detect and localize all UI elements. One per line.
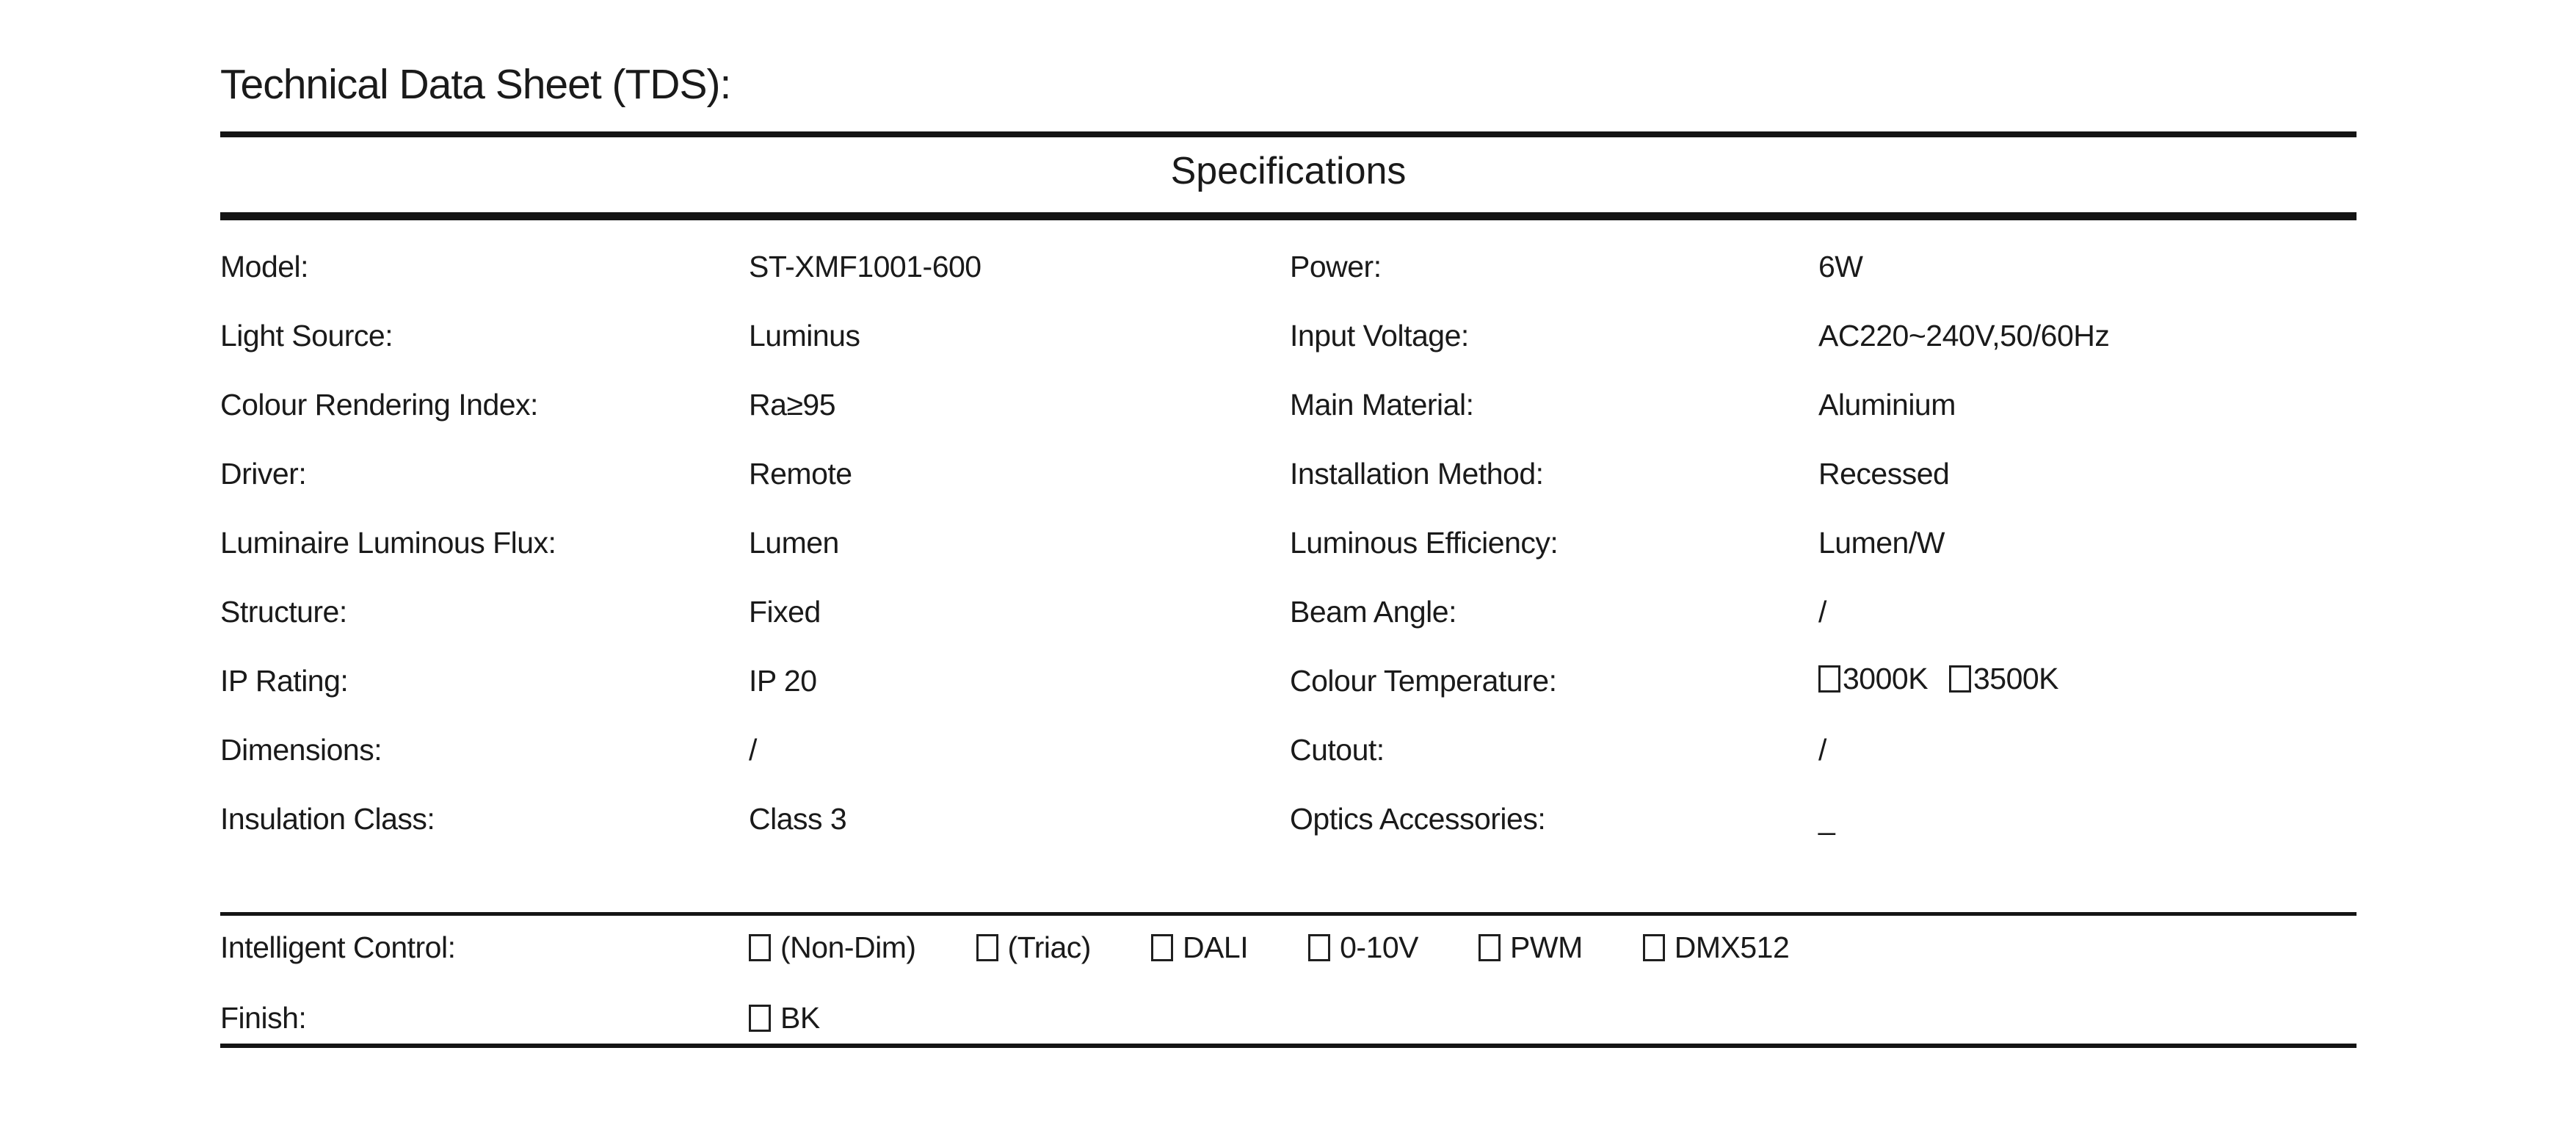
- checkbox-label: (Non-Dim): [780, 930, 916, 964]
- spec-value: IP 20: [749, 663, 817, 698]
- spec-label: Light Source:: [220, 318, 393, 352]
- spec-label: Main Material:: [1290, 387, 1474, 422]
- checkbox-3000k[interactable]: [1818, 665, 1840, 693]
- control-option-0-10v: [1308, 930, 1418, 965]
- spec-label: Optics Accessories:: [1290, 801, 1546, 836]
- spec-value: 6W: [1818, 249, 1863, 283]
- intelligent-control-label: Intelligent Control:: [220, 930, 456, 964]
- spec-value: Luminus: [749, 318, 860, 352]
- spec-row-cri-material: [220, 370, 2357, 439]
- spec-label: Insulation Class:: [220, 801, 435, 836]
- spec-row-driver-installation: [220, 439, 2357, 508]
- control-option-triac: [976, 930, 1091, 965]
- spec-label: Dimensions:: [220, 732, 382, 767]
- checkbox-label: DALI: [1182, 930, 1249, 964]
- spec-label: Installation Method:: [1290, 456, 1544, 491]
- spec-value: ST-XMF1001-600: [749, 249, 982, 283]
- finish-row: [220, 997, 2357, 1038]
- spec-label: Colour Rendering Index:: [220, 387, 538, 422]
- header-divider: [220, 212, 2357, 220]
- checkbox-3500k[interactable]: [1949, 665, 1971, 693]
- intelligent-control-options: [749, 930, 1789, 965]
- spec-row-lightsource-voltage: [220, 301, 2357, 370]
- colour-temp-option-3500k: [1949, 662, 2058, 696]
- spec-value: Lumen/W: [1818, 525, 1945, 560]
- spec-value: [1818, 662, 2357, 700]
- spec-value: Aluminium: [1818, 387, 1956, 422]
- control-option-pwm: [1479, 930, 1583, 965]
- checkbox-dali[interactable]: [1151, 934, 1173, 961]
- spec-label: Power:: [1290, 249, 1382, 283]
- checkbox-non-dim[interactable]: [749, 934, 771, 961]
- spec-value: /: [1818, 594, 1826, 629]
- spec-value: Remote: [749, 456, 852, 491]
- page-title: Technical Data Sheet (TDS):: [220, 61, 731, 108]
- control-option-dmx512: [1643, 930, 1790, 965]
- spec-label: IP Rating:: [220, 663, 349, 698]
- spec-value: Class 3: [749, 801, 847, 836]
- spec-label: Cutout:: [1290, 732, 1385, 767]
- spec-value: Recessed: [1818, 456, 1950, 491]
- intelligent-control-row: [220, 927, 2357, 968]
- control-option-non-dim: [749, 930, 916, 965]
- spec-label: Model:: [220, 249, 309, 283]
- spec-value: /: [1818, 732, 1826, 767]
- spec-value: Fixed: [749, 594, 821, 629]
- spec-label: Beam Angle:: [1290, 594, 1456, 629]
- spec-value: /: [749, 732, 757, 767]
- spec-row-structure-beamangle: [220, 577, 2357, 646]
- bottom-divider: [220, 1044, 2357, 1048]
- spec-table: [220, 232, 2357, 853]
- finish-option-bk: [749, 1001, 820, 1035]
- spec-row-model-power: [220, 232, 2357, 301]
- finish-options: [749, 1001, 820, 1035]
- spec-label: Input Voltage:: [1290, 318, 1469, 352]
- spec-row-dimensions-cutout: [220, 715, 2357, 784]
- checkbox-bk[interactable]: [749, 1005, 771, 1032]
- spec-row-insulation-optics: [220, 784, 2357, 853]
- spec-label: Colour Temperature:: [1290, 663, 1557, 698]
- finish-label: Finish:: [220, 1000, 307, 1035]
- control-option-dali: [1151, 930, 1248, 965]
- spec-label: Structure:: [220, 594, 347, 629]
- checkbox-label: DMX512: [1674, 930, 1790, 964]
- control-section-divider: [220, 912, 2357, 916]
- spec-label: Luminaire Luminous Flux:: [220, 525, 556, 560]
- checkbox-label: 3000K: [1843, 662, 1929, 695]
- colour-temp-option-3000k: [1818, 662, 1928, 696]
- spec-value: Lumen: [749, 525, 839, 560]
- checkbox-pwm[interactable]: [1479, 934, 1501, 961]
- checkbox-0-10v[interactable]: [1308, 934, 1330, 961]
- checkbox-label: BK: [780, 1000, 820, 1035]
- checkbox-label: (Triac): [1007, 930, 1091, 964]
- title-divider: [220, 131, 2357, 137]
- checkbox-dmx512[interactable]: [1643, 934, 1665, 961]
- specifications-header: Specifications: [1170, 150, 1407, 192]
- spec-value: _: [1818, 801, 1835, 836]
- spec-value: AC220~240V,50/60Hz: [1818, 318, 2110, 352]
- spec-value: Ra≥95: [749, 387, 836, 422]
- checkbox-label: 0-10V: [1340, 930, 1419, 964]
- checkbox-label: 3500K: [1973, 662, 2059, 695]
- spec-row-iprating-colourtemp: [220, 646, 2357, 715]
- checkbox-label: PWM: [1510, 930, 1583, 964]
- spec-label: Luminous Efficiency:: [1290, 525, 1559, 560]
- spec-row-flux-efficiency: [220, 508, 2357, 577]
- checkbox-triac[interactable]: [976, 934, 998, 961]
- spec-label: Driver:: [220, 456, 307, 491]
